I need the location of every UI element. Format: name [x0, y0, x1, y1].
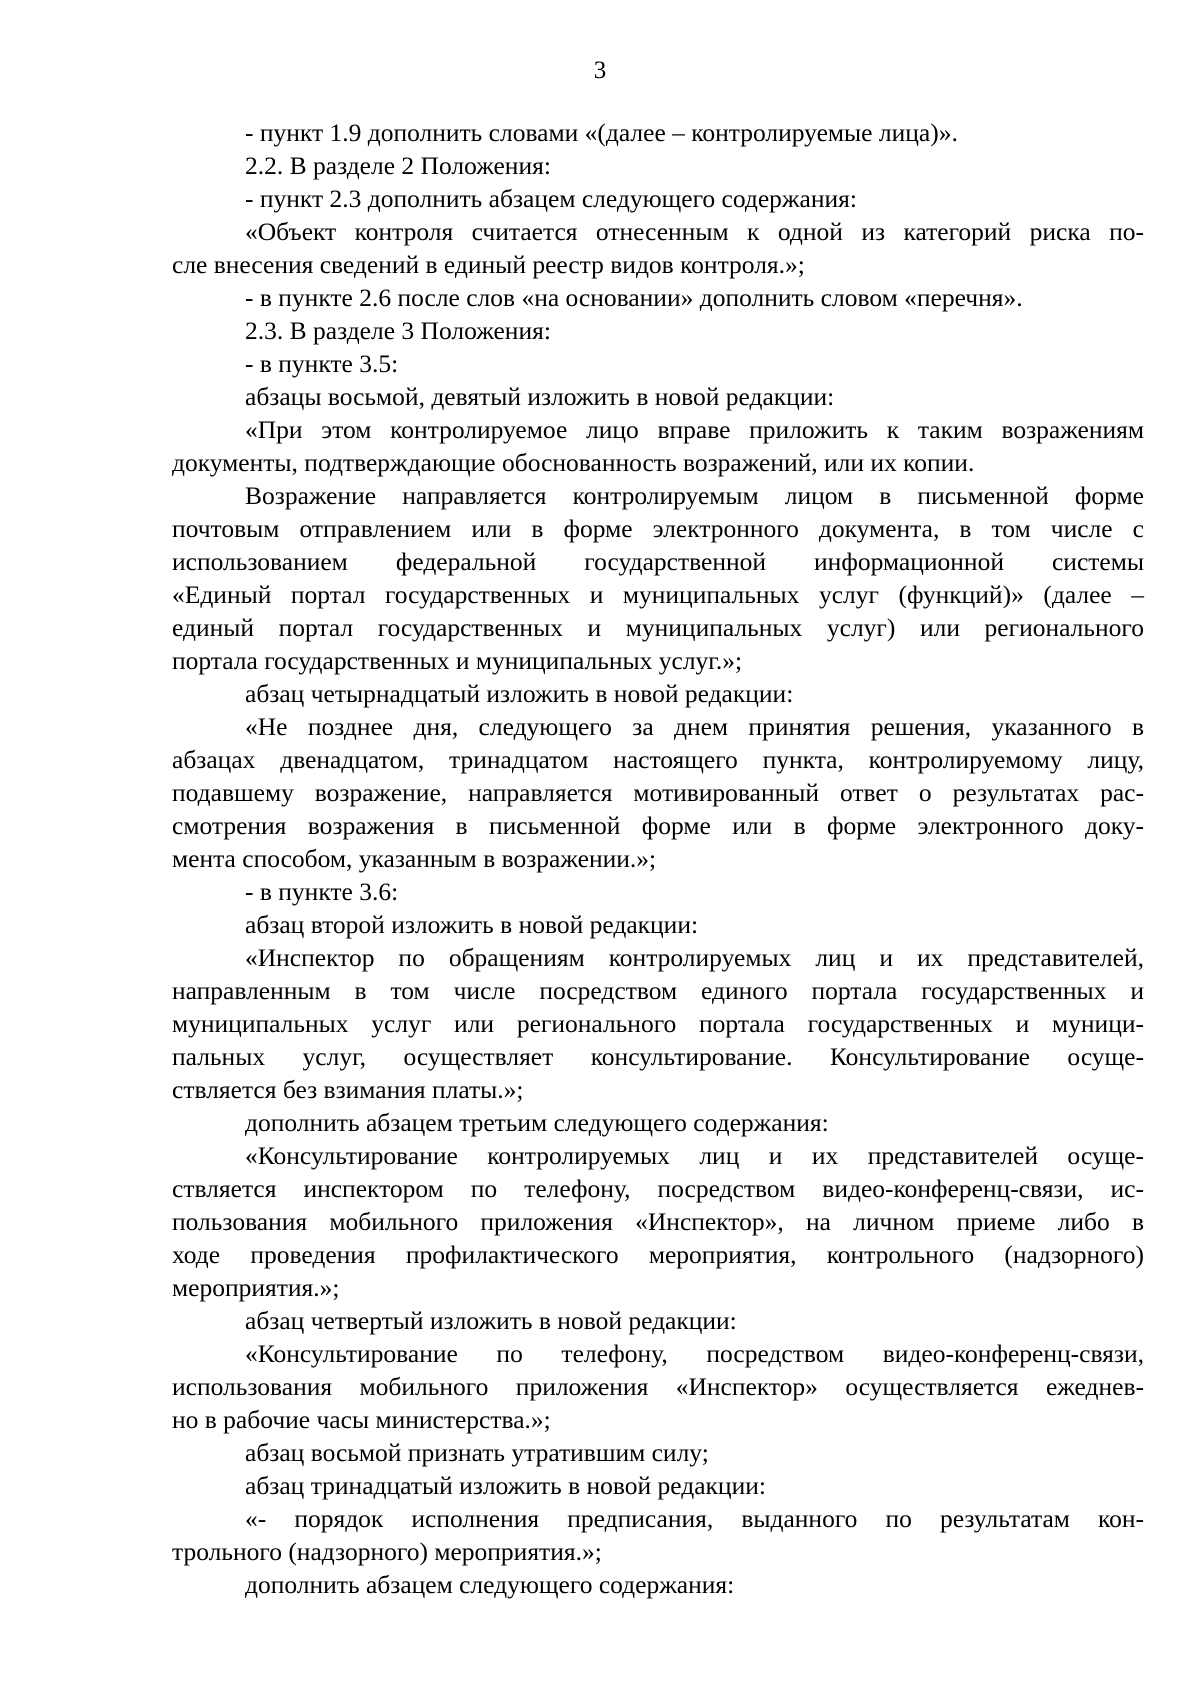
text-line: но в рабочие часы министерства.»; — [172, 1405, 551, 1434]
document-body — [172, 116, 1144, 1601]
text-line: - в пункте 2.6 после слов «на основании» дополнить словом «перечня». — [245, 283, 1023, 312]
text-line: «Консультирование по телефону, посредством видео-конференц-связи, — [245, 1339, 1144, 1368]
text-line: ствляется инспектором по телефону, посредством видео-конференц-связи, ис- — [172, 1174, 1144, 1203]
text-line: 2.3. В разделе 3 Положения: — [245, 316, 551, 345]
text-line: - в пункте 3.5: — [245, 349, 399, 378]
text-line: «- порядок исполнения предписания, выданного по результатам кон- — [245, 1504, 1144, 1533]
text-line: ствляется без взимания платы.»; — [172, 1075, 524, 1104]
text-line: «Единый портал государственных и муниципальных услуг (функций)» (далее – — [172, 580, 1144, 609]
text-line: дополнить абзацем следующего содержания: — [245, 1570, 735, 1599]
text-line: трольного (надзорного) мероприятия.»; — [172, 1537, 602, 1566]
text-line: использованием федеральной государственной информационной системы — [172, 547, 1144, 576]
text-line: «Объект контроля считается отнесенным к одной из категорий риска по- — [245, 217, 1144, 246]
text-line: абзац четвертый изложить в новой редакции: — [245, 1306, 737, 1335]
text-line: использования мобильного приложения «Инспектор» осуществляется ежеднев- — [172, 1372, 1144, 1401]
text-line: портала государственных и муниципальных услуг.»; — [172, 646, 743, 675]
text-line: смотрения возражения в письменной форме или в форме электронного доку- — [172, 811, 1144, 840]
text-line: «Не позднее дня, следующего за днем принятия решения, указанного в — [245, 712, 1144, 741]
text-line: - в пункте 3.6: — [245, 877, 399, 906]
text-line: Возражение направляется контролируемым лицом в письменной форме — [245, 481, 1144, 510]
text-line: абзац тринадцатый изложить в новой редакции: — [245, 1471, 766, 1500]
text-line: абзац второй изложить в новой редакции: — [245, 910, 699, 939]
text-line: - пункт 2.3 дополнить абзацем следующего содержания: — [245, 184, 857, 213]
text-line: документы, подтверждающие обоснованность возражений, или их копии. — [172, 448, 975, 477]
text-line: ходе проведения профилактического мероприятия, контрольного (надзорного) — [172, 1240, 1144, 1269]
text-line: - пункт 1.9 дополнить словами «(далее – контролируемые лица)». — [245, 118, 958, 147]
text-line: единый портал государственных и муниципальных услуг) или регионального — [172, 613, 1144, 642]
page-number: 3 — [593, 57, 607, 84]
text-line: абзац восьмой признать утратившим силу; — [245, 1438, 709, 1467]
text-line: абзац четырнадцатый изложить в новой редакции: — [245, 679, 794, 708]
text-line: «При этом контролируемое лицо вправе приложить к таким возражениям — [245, 415, 1144, 444]
text-line: 2.2. В разделе 2 Положения: — [245, 151, 551, 180]
text-line: направленным в том числе посредством единого портала государственных и — [172, 976, 1144, 1005]
text-line: дополнить абзацем третьим следующего содержания: — [245, 1108, 829, 1137]
text-line: сле внесения сведений в единый реестр видов контроля.»; — [172, 250, 805, 279]
text-line: пользования мобильного приложения «Инспектор», на личном приеме либо в — [172, 1207, 1144, 1236]
text-line: муниципальных услуг или регионального портала государственных и муници- — [172, 1009, 1144, 1038]
text-line: подавшему возражение, направляется мотивированный ответ о результатах рас- — [172, 778, 1144, 807]
text-line: пальных услуг, осуществляет консультирование. Консультирование осуще- — [172, 1042, 1144, 1071]
text-line: абзацы восьмой, девятый изложить в новой редакции: — [245, 382, 835, 411]
text-line: мероприятия.»; — [172, 1273, 340, 1302]
text-line: мента способом, указанным в возражении.»; — [172, 844, 657, 873]
text-line: абзацах двенадцатом, тринадцатом настоящего пункта, контролируемому лицу, — [172, 745, 1144, 774]
text-line: почтовым отправлением или в форме электронного документа, в том числе с — [172, 514, 1144, 543]
text-line: «Консультирование контролируемых лиц и их представителей осуще- — [245, 1141, 1144, 1170]
text-line: «Инспектор по обращениям контролируемых лиц и их представителей, — [245, 943, 1144, 972]
